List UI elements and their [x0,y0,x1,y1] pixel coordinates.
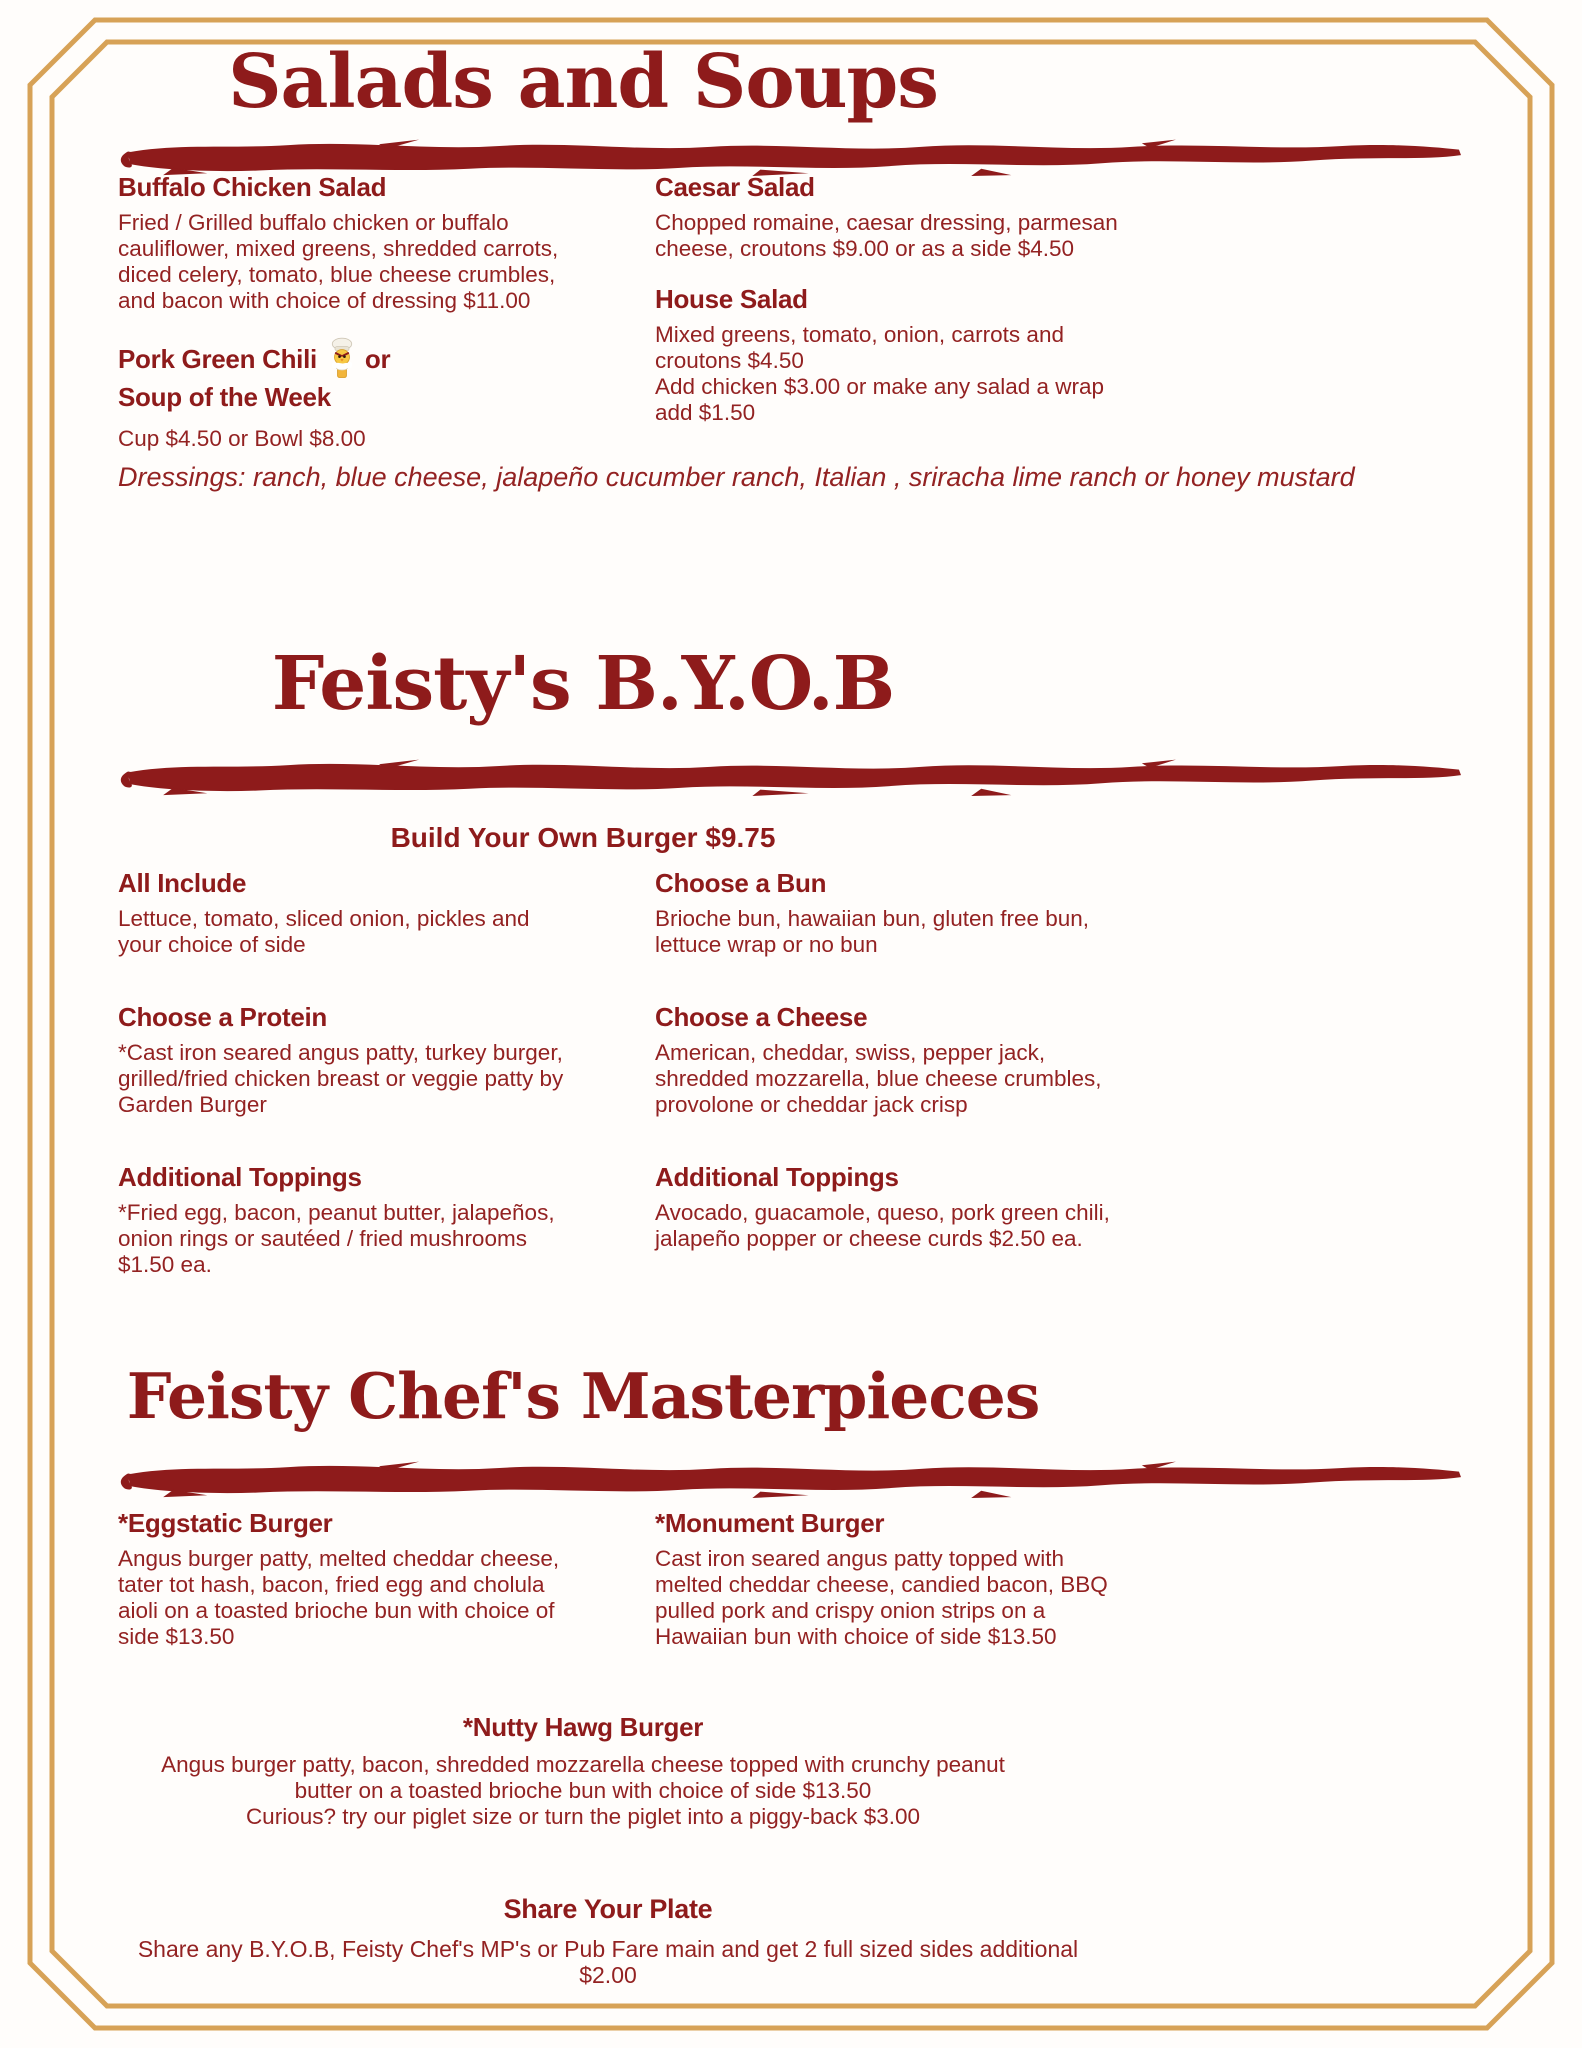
group-description: Avocado, guacamole, queso, pork green chili, jalapeño popper or cheese curds $2.50 ea. [655,1200,1110,1251]
byob-title: Feisty's B.Y.O.B [271,641,895,727]
item-name: House Salad [655,284,808,314]
section-masterpieces [118,1359,1048,1433]
group-description: Brioche bun, hawaiian bun, gluten free bun, lettuce wrap or no bun [655,906,1090,957]
item-description: Mixed greens, tomato, onion, carrots and croutons $4.50 [655,322,1064,373]
byob-additional-toppings-right [655,1162,1130,1252]
section-byob [118,641,1048,727]
byob-all-include [118,868,573,958]
group-heading: Choose a Bun [655,868,827,898]
byob-additional-toppings-left [118,1162,573,1278]
item-description: Angus burger patty, melted cheddar cheese, tater tot hash, bacon, fried egg and cholula aioli on a toasted brioche bun with choice of side $13.50 [118,1546,560,1649]
menu-item-monument-burger [655,1508,1130,1650]
item-description: Angus burger patty, bacon, shredded mozzarella cheese topped with crunchy peanut butter on a toasted brioche bun with choice of side $13.50 [161,1752,1005,1803]
salads-title: Salads and Soups [228,39,938,125]
group-description: *Cast iron seared angus patty, turkey burger, grilled/fried chicken breast or veggie patty by Garden Burger [118,1040,564,1117]
item-name: *Eggstatic Burger [118,1508,333,1538]
group-heading: All Include [118,868,247,898]
share-heading: Share Your Plate [503,1894,713,1924]
byob-subtitle: Build Your Own Burger $9.75 [390,822,776,853]
menu-item-buffalo-chicken-salad [118,172,573,314]
item-name: *Monument Burger [655,1508,885,1538]
masterpieces-title: Feisty Chef's Masterpieces [126,1359,1040,1433]
group-description: Lettuce, tomato, sliced onion, pickles and your choice of side [118,906,530,957]
chef-chicken-mascot-icon [327,336,357,380]
menu-item-house-salad [655,284,1130,426]
byob-choose-cheese [655,1002,1130,1118]
item-name: Buffalo Chicken Salad [118,172,387,202]
brush-divider [118,756,1463,796]
byob-choose-protein [118,1002,573,1118]
share-description: Share any B.Y.O.B, Feisty Chef's MP's or Pub Fare main and get 2 full sized sides additional $2.00 [137,1936,1079,1988]
menu-item-pork-green-chili [118,336,573,452]
group-heading: Additional Toppings [118,1162,362,1192]
share-your-plate [118,1894,1098,1988]
group-heading: Choose a Cheese [655,1002,868,1032]
item-description: Cast iron seared angus patty topped with melted cheddar cheese, candied bacon, BBQ pulled pork and crispy onion strips on a Hawaiian bun with choice of side $13.50 [655,1546,1108,1649]
section-salads [118,39,1048,125]
menu-item-caesar-salad [655,172,1130,262]
dressings-note: Dressings: ranch, blue cheese, jalapeño cucumber ranch, Italian , sriracha lime ranch or honey mustard [118,462,1355,492]
item-description: Fried / Grilled buffalo chicken or buffalo cauliflower, mixed greens, shredded carrots, diced celery, tomato, blue cheese crumbles, and bacon with choice of dressing $11.00 [118,210,559,313]
menu-item-eggstatic-burger [118,1508,573,1650]
item-addon-note: Add chicken $3.00 or make any salad a wrap add $1.50 [655,374,1105,425]
item-name: Pork Green Chili or Soup of the Week [118,336,573,414]
item-description: Chopped romaine, caesar dressing, parmesan cheese, croutons $9.00 or as a side $4.50 [655,210,1118,261]
item-name: Caesar Salad [655,172,815,202]
menu-item-nutty-hawg-burger [118,1712,1048,1830]
group-description: *Fried egg, bacon, peanut butter, jalapeños, onion rings or sautéed / fried mushrooms $1.50 ea. [118,1200,555,1277]
item-note: Curious? try our piglet size or turn the piglet into a piggy-back $3.00 [245,1804,921,1829]
brush-divider [118,136,1463,176]
brush-divider [118,1458,1463,1498]
byob-choose-bun [655,868,1130,958]
group-heading: Choose a Protein [118,1002,328,1032]
item-name: *Nutty Hawg Burger [462,1712,704,1742]
group-description: American, cheddar, swiss, pepper jack, shredded mozzarella, blue cheese crumbles, provolone or cheddar jack crisp [655,1040,1102,1117]
item-description: Cup $4.50 or Bowl $8.00 [118,426,366,451]
group-heading: Additional Toppings [655,1162,899,1192]
